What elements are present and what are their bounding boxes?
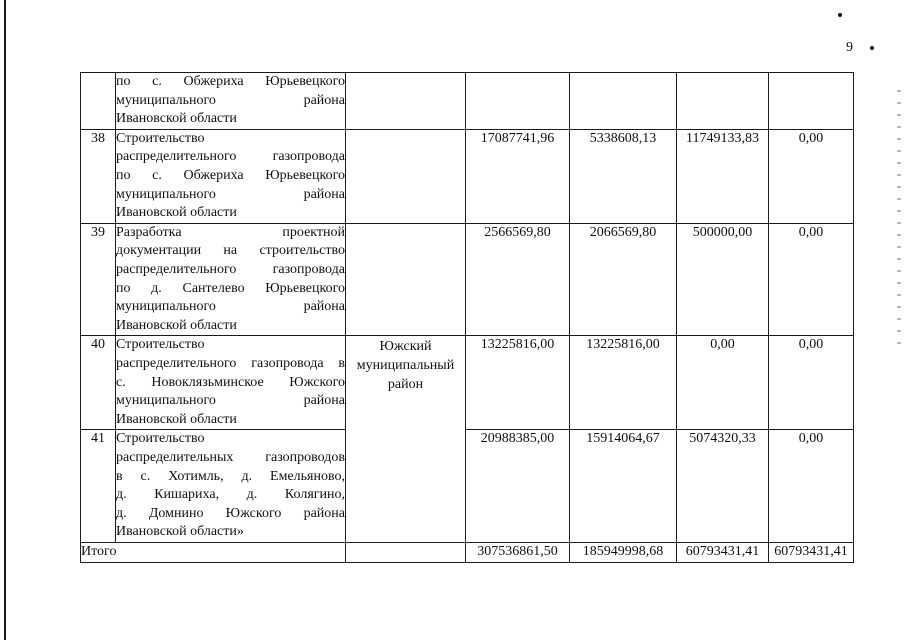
object-name-cell	[116, 336, 346, 430]
amount-value: 0,00	[769, 223, 854, 336]
totals-amount: 185949998,68	[570, 542, 677, 562]
amount-value: 0,00	[769, 430, 854, 543]
row-number: 40	[81, 336, 116, 430]
amount-value: 0,00	[677, 336, 769, 430]
row-number: 38	[81, 129, 116, 223]
object-name-line: муниципального района	[116, 299, 345, 315]
total-cost-cell	[466, 73, 570, 130]
object-name-line: Ивановской области	[116, 317, 237, 333]
object-name-line: д. Кишариха, д. Колягино,	[116, 487, 345, 503]
totals-amount: 60793431,41	[769, 542, 854, 562]
table-row-continuation	[81, 73, 854, 130]
object-name-line: по с. Обжериха Юрьевецкого	[116, 167, 345, 183]
amount-value: 15914064,67	[570, 430, 677, 543]
object-name-line: муниципального района	[116, 393, 345, 409]
table-row-totals	[81, 542, 854, 562]
table-row	[81, 129, 854, 223]
amount-value: 2066569,80	[570, 223, 677, 336]
object-name-cell	[116, 223, 346, 336]
object-name-line: Ивановской области	[116, 411, 237, 427]
total-cost: 17087741,96	[466, 129, 570, 223]
object-name-line: распределительного газопровода в	[116, 355, 345, 371]
object-name-cell	[116, 73, 346, 130]
district-name-line: муниципальный	[356, 357, 455, 373]
amount-value: 500000,00	[677, 223, 769, 336]
totals-amount: 60793431,41	[677, 542, 769, 562]
object-name-line: в с. Хотимль, д. Емельяново,	[116, 468, 345, 484]
totals-label: Итого	[81, 542, 346, 562]
total-cost: 20988385,00	[466, 430, 570, 543]
district-cell	[346, 129, 466, 223]
totals-total-cost: 307536861,50	[466, 542, 570, 562]
object-name-line: Строительство	[116, 431, 205, 447]
amount-value: 0,00	[769, 129, 854, 223]
amount-value: 13225816,00	[570, 336, 677, 430]
object-name-line: распределительного газопровода	[116, 261, 345, 277]
object-name-line: муниципального района	[116, 92, 345, 108]
object-name-line: Строительство	[116, 130, 205, 146]
amount-cell	[677, 73, 769, 130]
amount-cell	[769, 73, 854, 130]
object-name-cell	[116, 129, 346, 223]
row-number: 39	[81, 223, 116, 336]
amount-value: 0,00	[769, 336, 854, 430]
object-name-line: по с. Обжериха Юрьевецкого	[116, 74, 345, 89]
object-name-line: по д. Сантелево Юрьевецкого	[116, 280, 345, 296]
object-name-line: с. Новоклязьминское Южского	[116, 374, 345, 390]
scan-edge-marks	[897, 90, 901, 350]
object-name-line: муниципального района	[116, 186, 345, 202]
object-name-line: распределительных газопроводов	[116, 449, 345, 465]
row-number: 41	[81, 430, 116, 543]
amount-cell	[570, 73, 677, 130]
district-cell	[346, 223, 466, 336]
amount-value: 5338608,13	[570, 129, 677, 223]
district-cell	[346, 542, 466, 562]
district-cell	[346, 73, 466, 130]
table-row	[81, 336, 854, 430]
table-row	[81, 430, 854, 543]
object-name-line: Ивановской области»	[116, 524, 244, 540]
district-name-line: район	[387, 376, 424, 392]
object-name-line: документации на строительство	[116, 243, 345, 259]
district-name-line: Южский	[379, 339, 432, 355]
object-name-line: Ивановской области	[116, 205, 237, 221]
total-cost: 13225816,00	[466, 336, 570, 430]
object-name-line: д. Домнино Южского района	[116, 505, 345, 521]
object-name-line: Строительство	[116, 337, 205, 353]
amount-value: 11749133,83	[677, 129, 769, 223]
object-name-line: Разработка проектной	[116, 224, 345, 240]
row-number-cell	[81, 73, 116, 130]
page-number: 9	[846, 40, 853, 55]
object-name-line: Ивановской области	[116, 111, 237, 127]
total-cost: 2566569,80	[466, 223, 570, 336]
gasification-table	[80, 72, 854, 563]
scan-speck	[870, 46, 874, 50]
object-name-cell	[116, 430, 346, 543]
scan-left-edge	[4, 0, 6, 640]
amount-value: 5074320,33	[677, 430, 769, 543]
object-name-line: распределительного газопровода	[116, 149, 345, 165]
scan-speck	[838, 13, 842, 17]
table-row	[81, 223, 854, 336]
district-name-cell	[346, 336, 466, 543]
